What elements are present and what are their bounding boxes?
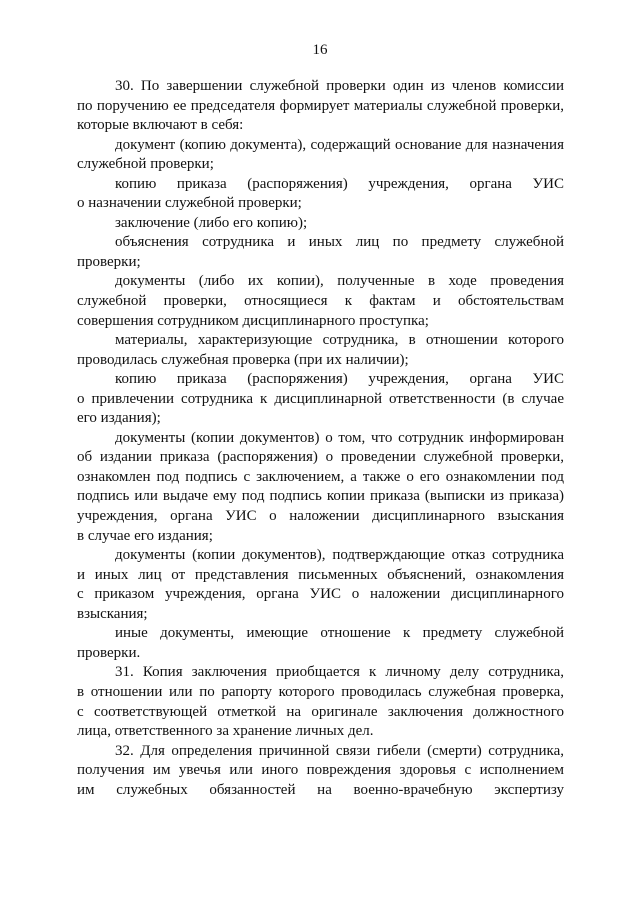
paragraph [77,77,564,136]
text-line: о назначении служебной проверки; [77,195,302,212]
text-line: документы (копии документов) о том, что сотрудник информирован [115,429,564,446]
text-line: 30. По завершении служебной проверки один из членов комиссии [115,78,564,94]
text-line: 31. Копия заключения приобщается к личному делу сотрудника, [115,664,564,681]
text-line: лица, ответственного за хранение личных дел. [77,723,374,740]
text-line: учреждения, органа УИС о наложении дисциплинарного взыскания [77,508,564,525]
paragraph [77,429,564,546]
text-line: проводилась служебная проверка (при их наличии); [77,351,409,368]
text-line: ознакомлен под подпись с заключением, а также о его ознакомлении под [77,468,564,485]
text-line: в отношении или по рапорту которого проводилась служебная проверка, [77,683,564,700]
text-line: которые включают в себя: [77,117,244,134]
document-body [77,77,564,800]
text-line: получения им увечья или иного повреждения здоровья с исполнением [77,762,564,779]
paragraph [77,370,564,429]
text-line: объяснения сотрудника и иных лиц по предмету служебной [115,234,564,251]
text-line: в случае его издания; [77,527,213,544]
paragraph [77,624,564,663]
text-line: иные документы, имеющие отношение к предмету служебной [115,625,564,642]
text-line: служебной проверки, относящиеся к фактам и обстоятельствам [77,293,564,310]
text-line: совершения сотрудником дисциплинарного проступка; [77,312,429,329]
text-line: по поручению ее председателя формирует материалы служебной проверки, [77,97,564,114]
paragraph [77,136,564,175]
text-line: подпись или выдаче ему под подпись копии приказа (выписки из приказа) [77,488,564,505]
text-line: его издания); [77,410,161,427]
text-line: взыскания; [77,605,148,622]
paragraph [77,272,564,331]
text-line: о привлечении сотрудника к дисциплинарной ответственности (в случае [77,390,564,407]
text-line: с соответствующей отметкой на оригинале заключения должностного [77,703,564,720]
paragraph [77,214,564,234]
paragraph [77,742,564,801]
paragraph [77,546,564,624]
text-line: проверки; [77,253,141,270]
text-line: и иных лиц от представления письменных объяснений, ознакомления [77,566,564,583]
paragraph [77,331,564,370]
text-line: с приказом учреждения, органа УИС о наложении дисциплинарного [77,586,564,603]
text-line: копию приказа (распоряжения) учреждения, органа УИС [115,175,564,192]
paragraph [77,663,564,741]
page-number: 16 [312,42,328,58]
text-line: служебной проверки; [77,156,214,173]
text-line: проверки. [77,644,141,661]
text-line: документы (копии документов), подтверждающие отказ сотрудника [115,547,564,564]
text-line: документ (копию документа), содержащий основание для назначения [115,136,564,153]
text-line: об издании приказа (распоряжения) о проведении служебной проверки, [77,449,564,466]
text-line: им служебных обязанностей на военно-врачебную экспертизу [77,781,564,798]
paragraph [77,175,564,214]
text-line: 32. Для определения причинной связи гибели (смерти) сотрудника, [115,742,564,759]
text-line: документы (либо их копии), полученные в ходе проведения [115,273,564,290]
text-line: материалы, характеризующие сотрудника, в отношении которого [115,332,564,349]
text-line: копию приказа (распоряжения) учреждения, органа УИС [115,371,564,388]
text-line: заключение (либо его копию); [115,214,308,231]
paragraph [77,233,564,272]
